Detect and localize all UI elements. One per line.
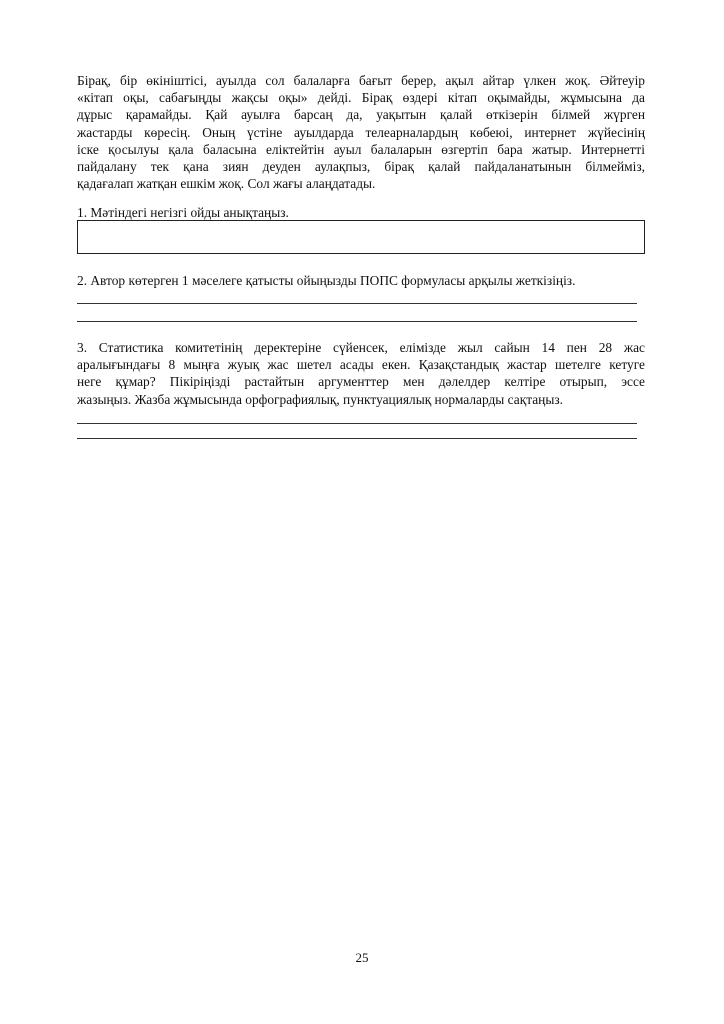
passage-line: Бірақ, бір өкініштісі, ауылда сол балаларға бағыт берер, ақыл айтар үлкен жоқ. Әйтеуір [77,73,645,88]
passage-line: «кітап оқы, сабағыңды жақсы оқы» дейді. Бірақ өздері кітап оқымайды, жұмысына да [77,90,645,106]
passage-line: дұрыс қарамайды. Қай ауылға барсаң да, уақытын қалай өткізерін білмей жүрген [77,107,645,123]
passage-line: пайдалану тек қана зиян деуден аулақпыз, бірақ қалай пайдаланатынын білмейміз, [77,159,645,175]
page-number: 25 [355,950,369,965]
task-2-label: 2. Автор көтерген 1 мәселеге қатысты ойыңызды ПОПС формуласы арқылы жеткізіңіз. [77,273,576,288]
task-2-answer-line[interactable] [77,321,637,322]
task-1-prompt [77,204,645,221]
passage-line: іске қосылуы қала баласына еліктейтін ауыл балаларын өзгертіп бара жатыр. Интернетті [77,141,645,157]
passage-line: қадағалап жатқан ешкім жоқ. Сол жағы алаңдатады. [77,176,376,192]
passage-line: жастарды көресің. Оның үстіне ауылдарда телеарналардың көбеюі, интернет жүйесінің [77,124,645,140]
task-3-line: аралығындағы 8 мыңға жуық жас шетел асады екен. Қазақстандық жастар шетелге кетуге [77,357,645,373]
task-3-answer-line[interactable] [77,423,637,424]
task-1-answer-box[interactable] [77,220,645,254]
task-2-answer-line[interactable] [77,303,637,304]
task-3-prompt [77,339,645,408]
task-1-label: 1. Мәтіндегі негізгі ойды анықтаңыз. [77,205,289,220]
passage-paragraph [77,72,645,192]
task-3-line: 3. Статистика комитетінің деректеріне сүйенсек, елімізде жыл сайын 14 пен 28 жас [77,340,645,355]
task-2-prompt [77,272,645,289]
task-3-line: жазыңыз. Жазба жұмысында орфографиялық, пунктуациялық нормаларды сақтаңыз. [77,391,563,407]
task-3-answer-line[interactable] [77,438,637,439]
task-3-line: неге құмар? Пікіріңізді растайтын аргументтер мен дәлелдер келтіре отырып, эссе [77,374,645,390]
